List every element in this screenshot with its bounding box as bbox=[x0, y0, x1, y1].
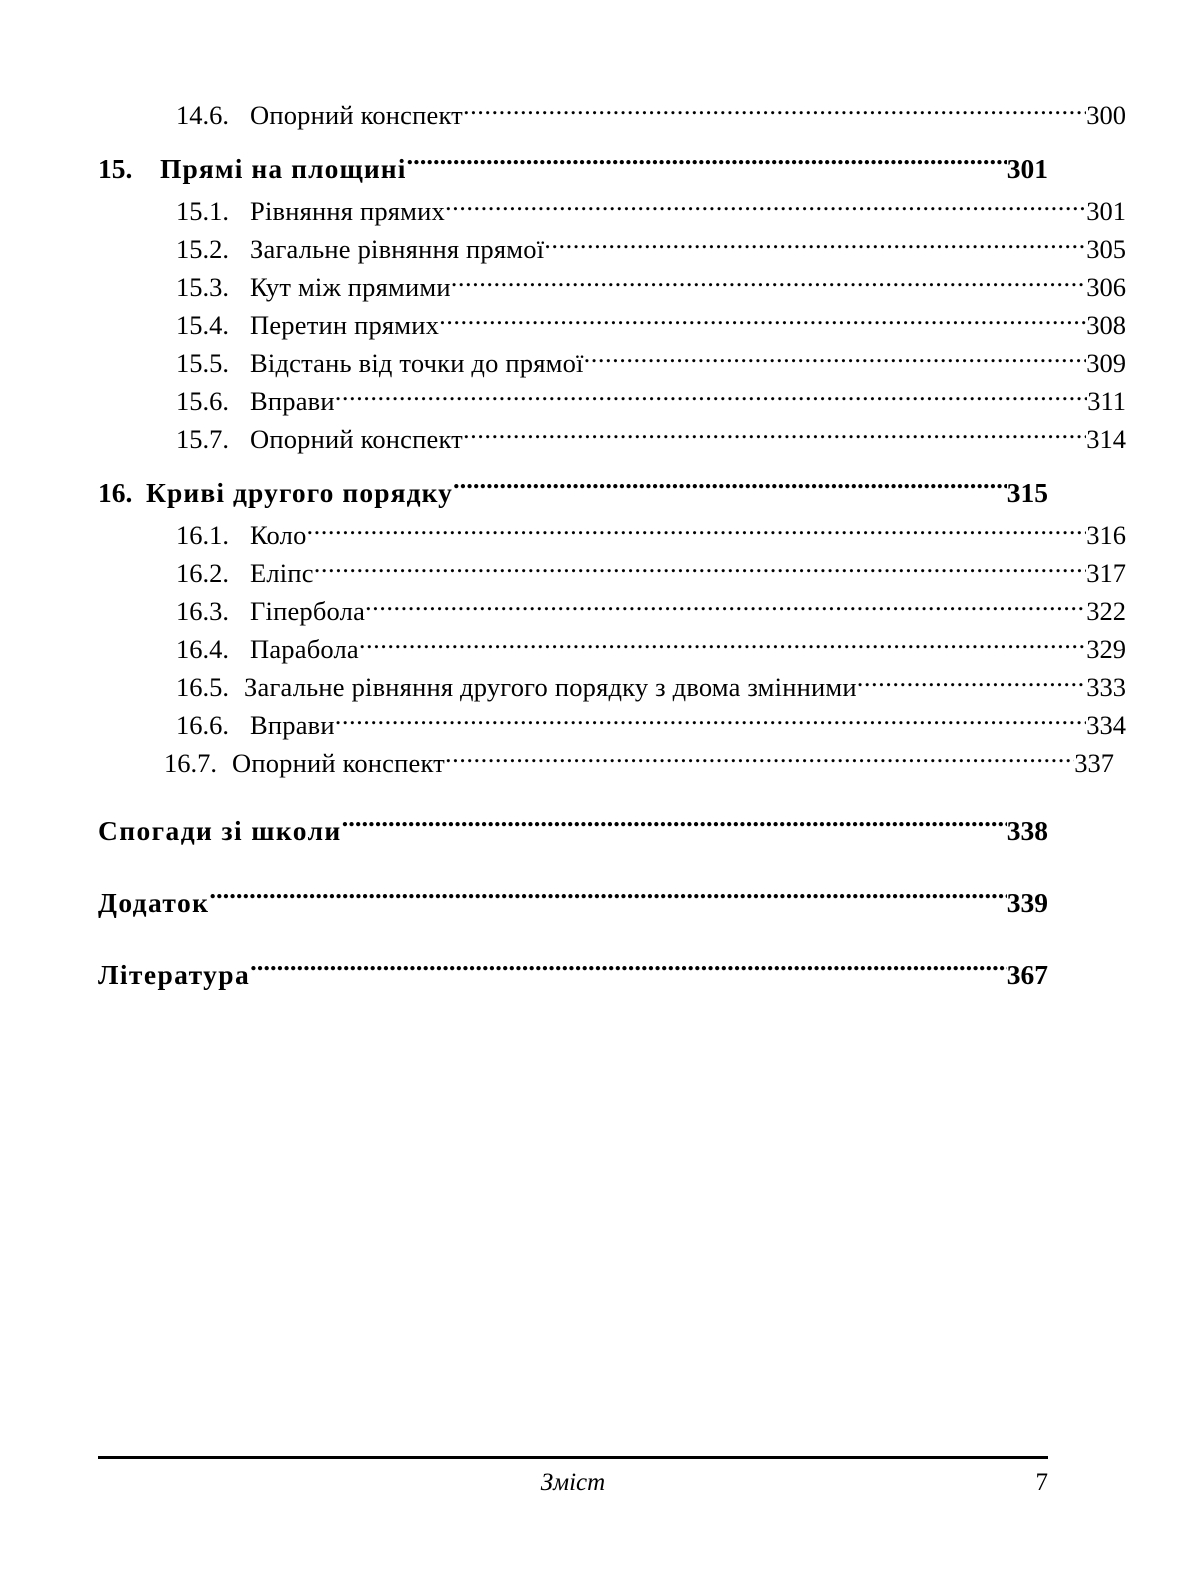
toc-entry[interactable] bbox=[98, 744, 1114, 782]
toc-entry-number: 15.2. bbox=[176, 234, 229, 264]
table-of-contents bbox=[98, 96, 1126, 998]
toc-entry[interactable] bbox=[98, 668, 1126, 706]
dot-leader bbox=[463, 422, 1086, 449]
toc-entry-title: Загальне рівняння прямої bbox=[250, 234, 545, 264]
toc-entry-title: Еліпс bbox=[250, 558, 314, 588]
toc-entry[interactable] bbox=[98, 306, 1126, 344]
toc-entry-number: 15.1. bbox=[176, 196, 229, 226]
toc-entry-number: 16.7. bbox=[164, 748, 217, 778]
toc-entry[interactable] bbox=[98, 420, 1126, 458]
toc-entry[interactable] bbox=[98, 192, 1126, 230]
toc-entry-page: 322 bbox=[1086, 596, 1126, 626]
toc-entry[interactable] bbox=[98, 516, 1126, 554]
toc-entry[interactable] bbox=[98, 470, 1048, 516]
toc-entry-number: 16.4. bbox=[176, 634, 229, 664]
page-footer bbox=[98, 1456, 1048, 1503]
toc-entry-page: 309 bbox=[1086, 348, 1126, 378]
toc-entry[interactable] bbox=[98, 630, 1126, 668]
toc-entry-page: 339 bbox=[1006, 887, 1048, 918]
dot-leader bbox=[544, 232, 1086, 259]
toc-entry-title: Спогади зі школи bbox=[98, 815, 342, 846]
toc-entry-title: Опорний конспект bbox=[250, 424, 463, 454]
toc-entry[interactable] bbox=[98, 268, 1126, 306]
toc-entry-page: 334 bbox=[1086, 710, 1126, 740]
dot-leader bbox=[342, 813, 1007, 841]
dot-leader bbox=[314, 556, 1087, 583]
toc-entry-page: 338 bbox=[1006, 815, 1048, 846]
toc-entry-page: 316 bbox=[1086, 520, 1126, 550]
toc-entry-page: 317 bbox=[1086, 558, 1126, 588]
toc-entry-number: 15. bbox=[98, 153, 133, 184]
toc-entry-number: 16.5. bbox=[176, 672, 229, 702]
dot-leader bbox=[445, 746, 1074, 773]
toc-entry-page: 333 bbox=[1086, 672, 1126, 702]
toc-entry-page: 301 bbox=[1086, 196, 1126, 226]
toc-entry[interactable] bbox=[98, 230, 1126, 268]
footer-page-number: 7 bbox=[1035, 1469, 1048, 1496]
toc-entry-page: 300 bbox=[1086, 100, 1126, 130]
dot-leader bbox=[209, 885, 1006, 913]
dot-leader bbox=[335, 708, 1086, 735]
toc-entry-number: 16.1. bbox=[176, 520, 229, 550]
dot-leader bbox=[453, 475, 1007, 503]
toc-entry-title: Відстань від точки до прямої bbox=[250, 348, 584, 378]
toc-entry-page: 308 bbox=[1086, 310, 1126, 340]
toc-entry-title: Рівняння прямих bbox=[250, 196, 445, 226]
toc-entry-page: 367 bbox=[1006, 959, 1048, 990]
toc-entry-number: 15.3. bbox=[176, 272, 229, 302]
toc-entry-title: Опорний конспект bbox=[250, 100, 463, 130]
toc-entry-page: 337 bbox=[1074, 748, 1114, 778]
dot-leader bbox=[857, 670, 1087, 697]
dot-leader bbox=[365, 594, 1086, 621]
toc-entry[interactable] bbox=[98, 146, 1048, 192]
toc-entry-title: Парабола bbox=[250, 634, 359, 664]
footer-content bbox=[98, 1463, 1048, 1503]
toc-entry-number: 15.5. bbox=[176, 348, 229, 378]
toc-entry-number: 16. bbox=[98, 477, 133, 508]
toc-entry-title: Вправи bbox=[250, 386, 335, 416]
toc-entry-title: Кут між прямими bbox=[250, 272, 451, 302]
toc-entry-title: Загальне рівняння другого порядку з двома змінними bbox=[244, 672, 857, 702]
toc-entry-page: 306 bbox=[1086, 272, 1126, 302]
toc-entry-number: 16.6. bbox=[176, 710, 229, 740]
dot-leader bbox=[359, 632, 1086, 659]
toc-entry-title: Опорний конспект bbox=[232, 748, 445, 778]
toc-entry-title: Прямі на площині bbox=[160, 153, 407, 184]
dot-leader bbox=[463, 98, 1086, 125]
toc-entry-title: Вправи bbox=[250, 710, 335, 740]
toc-entry-title: Криві другого порядку bbox=[146, 477, 454, 508]
footer-divider bbox=[98, 1456, 1048, 1459]
toc-entry-title: Література bbox=[98, 959, 251, 990]
toc-entry[interactable] bbox=[98, 952, 1048, 998]
dot-leader bbox=[406, 151, 1006, 179]
toc-entry-page: 305 bbox=[1086, 234, 1126, 264]
toc-entry-page: 315 bbox=[1006, 477, 1048, 508]
toc-entry[interactable] bbox=[98, 706, 1126, 744]
dot-leader bbox=[250, 957, 1007, 985]
toc-entry-number: 15.4. bbox=[176, 310, 229, 340]
footer-label: Зміст bbox=[540, 1469, 606, 1496]
toc-entry-title: Гіпербола bbox=[250, 596, 366, 626]
dot-leader bbox=[335, 384, 1087, 411]
toc-entry-title: Додаток bbox=[98, 887, 210, 918]
toc-entry-page: 329 bbox=[1086, 634, 1126, 664]
toc-entry[interactable] bbox=[98, 880, 1048, 926]
toc-entry[interactable] bbox=[98, 592, 1126, 630]
toc-entry[interactable] bbox=[98, 808, 1048, 854]
toc-entry-number: 14.6. bbox=[176, 100, 229, 130]
toc-entry[interactable] bbox=[98, 344, 1126, 382]
toc-entry-page: 311 bbox=[1087, 386, 1126, 416]
toc-entry-title: Коло bbox=[250, 520, 307, 550]
dot-leader bbox=[451, 270, 1087, 297]
toc-entry[interactable] bbox=[98, 96, 1126, 134]
toc-entry[interactable] bbox=[98, 382, 1126, 420]
toc-entry-number: 16.2. bbox=[176, 558, 229, 588]
toc-entry-page: 301 bbox=[1006, 153, 1048, 184]
toc-entry-number: 15.6. bbox=[176, 386, 229, 416]
toc-entry-number: 16.3. bbox=[176, 596, 229, 626]
toc-entry-title: Перетин прямих bbox=[250, 310, 440, 340]
dot-leader bbox=[439, 308, 1086, 335]
toc-entry[interactable] bbox=[98, 554, 1126, 592]
toc-entry-number: 15.7. bbox=[176, 424, 229, 454]
toc-entry-page: 314 bbox=[1086, 424, 1126, 454]
dot-leader bbox=[584, 346, 1087, 373]
dot-leader bbox=[445, 194, 1086, 221]
dot-leader bbox=[307, 518, 1087, 545]
